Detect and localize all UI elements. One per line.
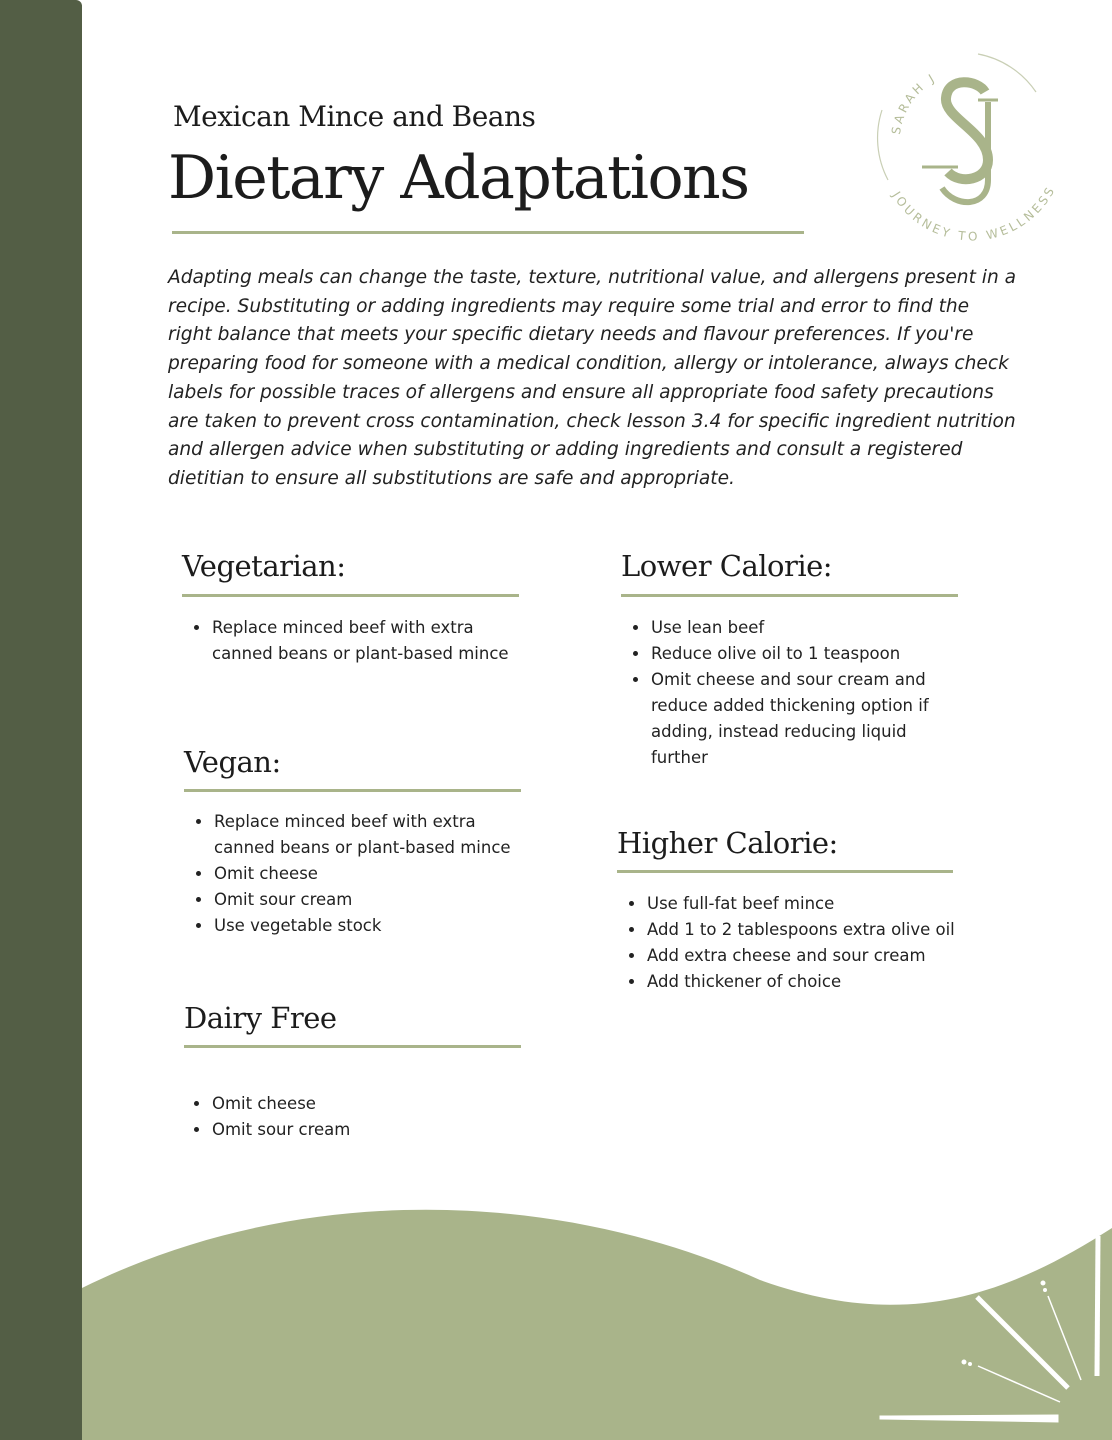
- lower-calorie-heading: Lower Calorie:: [621, 549, 833, 583]
- higher-calorie-heading: Higher Calorie:: [617, 826, 838, 860]
- list-item: • Omit sour cream: [211, 1117, 531, 1143]
- list-item: • Use lean beef: [650, 615, 960, 641]
- dairy-free-heading: Dairy Free: [184, 1001, 337, 1035]
- list-item: • Add thickener of choice: [646, 969, 1046, 995]
- list-item: • Replace minced beef with extra canned beans or plant-based mince: [213, 809, 533, 861]
- list-item: • Omit sour cream: [213, 887, 533, 913]
- vegan-divider: [184, 789, 521, 792]
- lower-calorie-list: [621, 615, 960, 771]
- sarah-j-logo: [860, 40, 1070, 250]
- list-item: • Reduce olive oil to 1 teaspoon: [650, 641, 960, 667]
- vegetarian-list: [182, 615, 531, 667]
- intro-paragraph: Adapting meals can change the taste, texture, nutritional value, and allergens present in a recipe. Substituting or adding ingredients may require some trial and error to find the right balance that meets your specific dietary needs and flavour preferences. If you're preparing food for someone with a medical condition, allergy or intolerance, always check labels for possible traces of allergens and ensure all appropriate food safety precautions are taken to prevent cross contamination, check lesson 3.4 for specific ingredient nutrition and allergen advice when substituting or adding ingredients and consult a registered dietitian to ensure all substitutions are safe and appropriate.: [168, 267, 1017, 489]
- svg-text:JOURNEY TO WELLNESS: JOURNEY TO WELLNESS: [889, 182, 1059, 244]
- vegan-list: [184, 809, 533, 939]
- lower-calorie-divider: [621, 594, 958, 597]
- list-item: • Add extra cheese and sour cream: [646, 943, 1046, 969]
- list-item: • Omit cheese: [213, 861, 533, 887]
- title-divider: [172, 231, 804, 234]
- svg-text:SARAH J: SARAH J: [888, 70, 939, 136]
- list-item: • Omit cheese: [211, 1091, 531, 1117]
- list-item: • Omit cheese and sour cream and reduce added thickening option if adding, instead reducing liquid further: [650, 667, 960, 771]
- dairy-free-divider: [184, 1045, 521, 1048]
- list-item: • Use full-fat beef mince: [646, 891, 1046, 917]
- vegan-heading: Vegan:: [184, 745, 281, 779]
- higher-calorie-list: [617, 891, 1046, 995]
- dairy-free-list: [182, 1091, 531, 1143]
- higher-calorie-divider: [617, 870, 953, 873]
- recipe-subtitle: Mexican Mince and Beans: [173, 100, 536, 133]
- vegetarian-divider: [182, 594, 519, 597]
- sj-monogram: [922, 82, 998, 202]
- list-item: • Use vegetable stock: [213, 913, 533, 939]
- list-item: • Replace minced beef with extra canned beans or plant-based mince: [211, 615, 531, 667]
- page-title: Dietary Adaptations: [168, 143, 749, 213]
- list-item: • Add 1 to 2 tablespoons extra olive oil: [646, 917, 1046, 943]
- sidebar-band: [0, 0, 82, 1440]
- vegetarian-heading: Vegetarian:: [182, 549, 346, 583]
